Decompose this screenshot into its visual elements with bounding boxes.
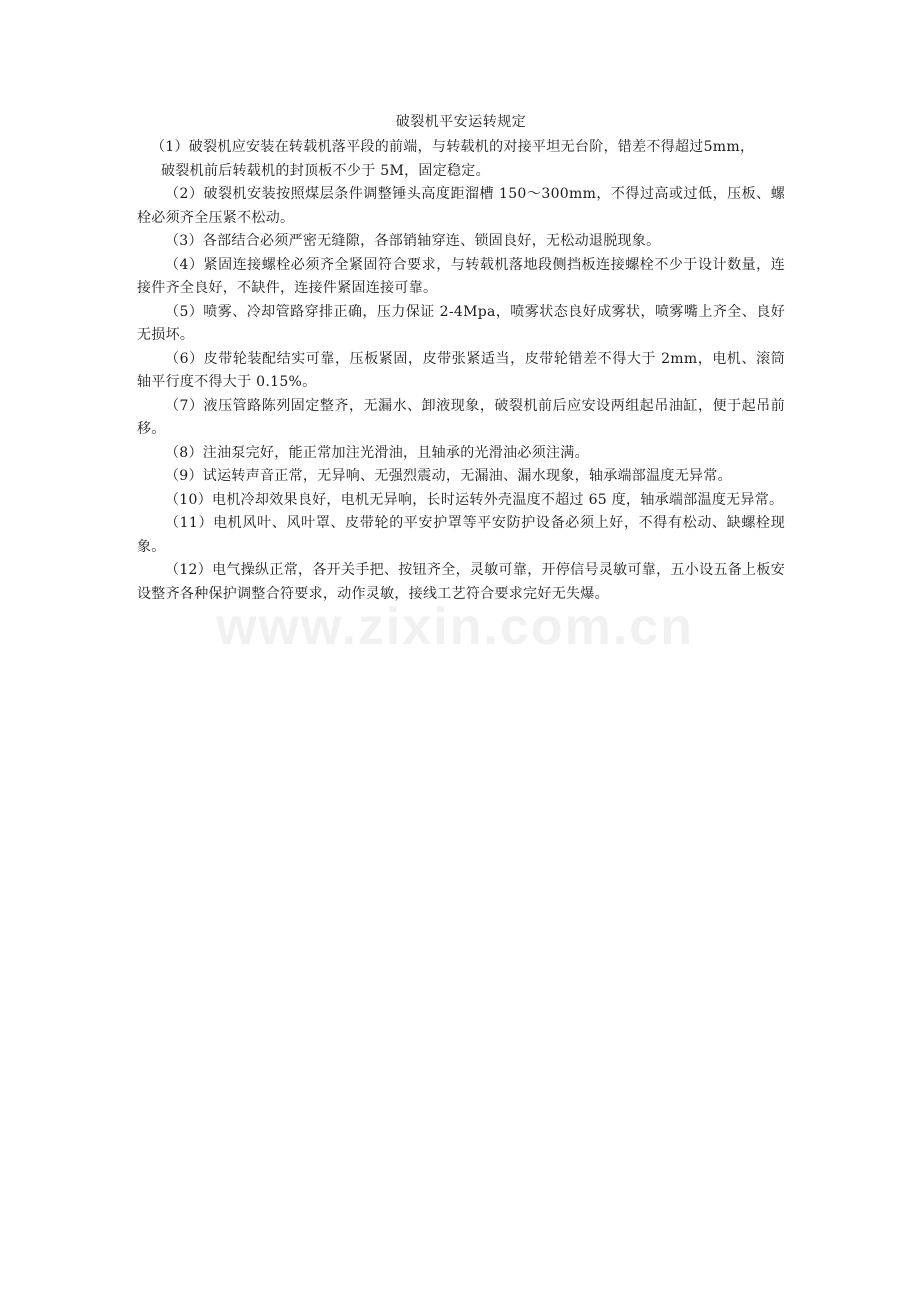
paragraph-7: （7）液压管路陈列固定整齐，无漏水、卸液现象，破裂机前后应安设两组起吊油缸，便于起吊前移。: [137, 397, 785, 437]
paragraph-5: （5）喷雾、冷却管路穿排正确，压力保证 2-4Mpa，喷雾状态良好成雾状，喷雾嘴上齐全、良好无损坏。: [137, 303, 785, 343]
paragraph-6: （6）皮带轮装配结实可靠，压板紧固，皮带张紧适当，皮带轮错差不得大于 2mm，电机、滚筒轴平行度不得大于 0.15%。: [137, 350, 785, 390]
paragraph-4: （4）紧固连接螺栓必须齐全紧固符合要求，与转载机落地段侧挡板连接螺栓不少于设计数量，连接件齐全良好，不缺件，连接件紧固连接可靠。: [137, 256, 785, 296]
paragraph-11: （11）电机风叶、风叶罩、皮带轮的平安护罩等平安防护设备必须上好，不得有松动、缺螺栓现象。: [137, 515, 785, 555]
paragraph-2: （2）破裂机安装按照煤层条件调整锤头高度距溜槽 150～300mm，不得过高或过低，压板、螺栓必须齐全压紧不松动。: [137, 186, 785, 226]
paragraph-3: （3）各部结合必须严密无缝隙，各部销轴穿连、锁固良好，无松动退脱现象。: [165, 233, 661, 249]
paragraph-8: （8）注油泵完好，能正常加注光滑油，且轴承的光滑油必须注满。: [165, 444, 589, 461]
paragraph-12: （12）电气操纵正常，各开关手把、按钮齐全，灵敏可靠，开停信号灵敏可靠，五小设五备上板安设整齐各种保护调整合符要求，动作灵敏，接线工艺符合要求完好无失爆。: [137, 562, 785, 602]
document-page: [137, 110, 785, 606]
paragraph-1: （1）破裂机应安装在转载机落平段的前端，与转载机的对接平坦无台阶，错差不得超过5mm，: [151, 139, 755, 155]
document-title: 破裂机平安运转规定: [395, 114, 527, 130]
watermark-text: www.zixin.com.cn: [216, 598, 694, 656]
paragraph-10: （10）电机冷却效果良好，电机无异响，长时运转外壳温度不超过 65 度，轴承端部温度无异常。: [165, 491, 784, 508]
paragraph-1-continued: 破裂机前后转载机的封顶板不少于 5M，固定稳定。: [161, 162, 490, 179]
paragraph-9: （9）试运转声音正常，无异响、无强烈震动，无漏油、漏水现象，轴承端部温度无异常。: [165, 468, 732, 484]
